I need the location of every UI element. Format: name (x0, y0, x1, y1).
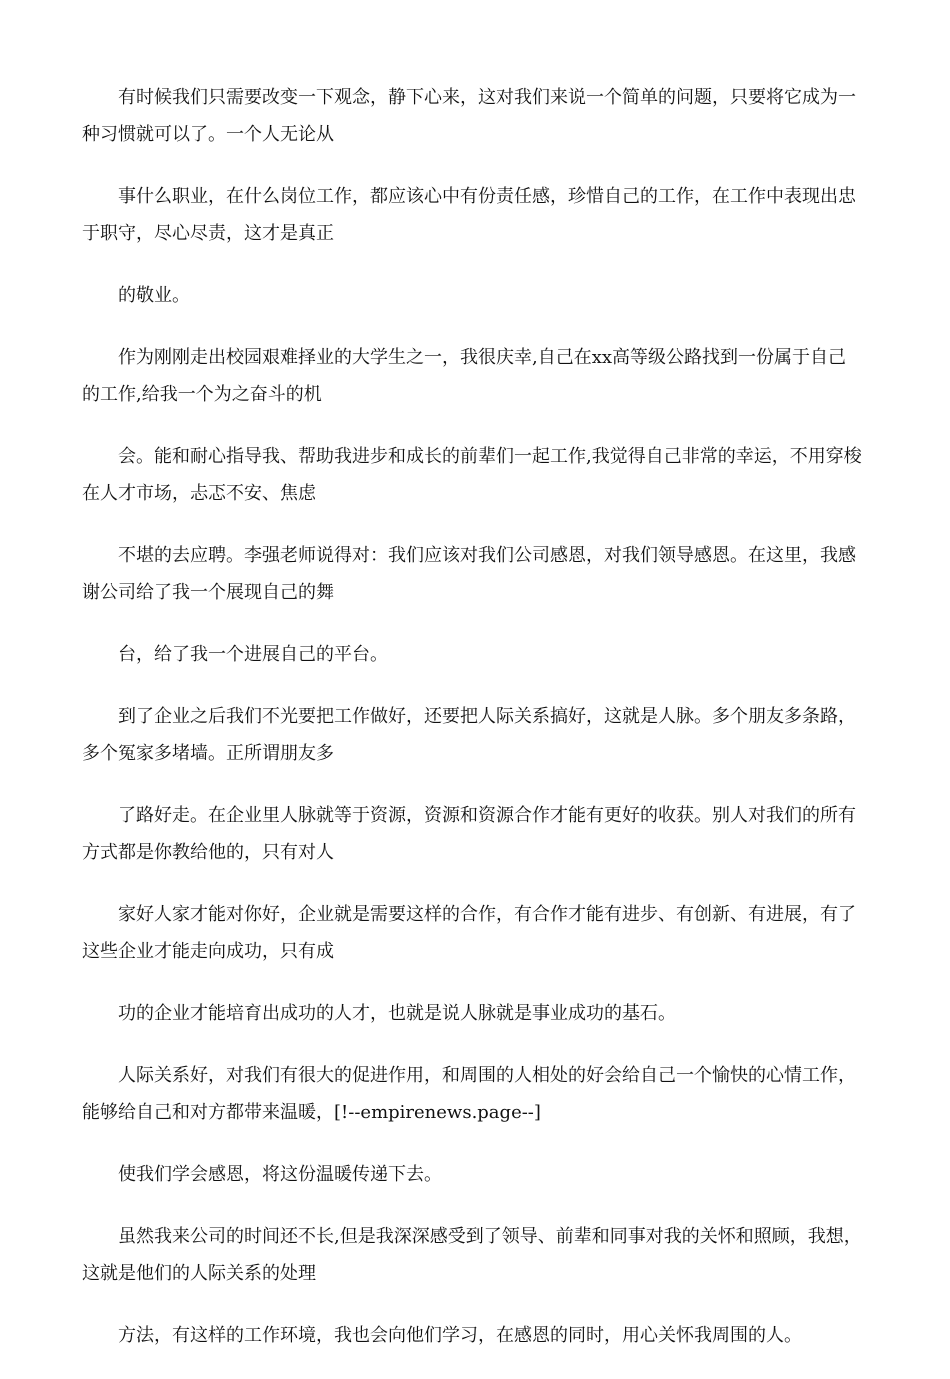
paragraph-line: 到了企业之后我们不光要把工作做好，还要把人际关系搞好，这就是人脉。多个朋友多条路， (118, 706, 856, 727)
paragraph (82, 636, 872, 673)
paragraph (82, 896, 872, 970)
paragraph (82, 79, 872, 153)
paragraph (82, 1156, 872, 1193)
paragraph-line: 多个冤家多堵墙。正所谓朋友多 (82, 743, 334, 764)
paragraph-line: 有时候我们只需要改变一下观念，静下心来，这对我们来说一个简单的问题，只要将它成为一 (118, 87, 856, 108)
paragraph-line: 的敬业。 (118, 285, 190, 306)
paragraph-line: 能够给自己和对方都带来温暖，[!--empirenews.page--] (82, 1102, 541, 1123)
paragraph (82, 537, 872, 611)
paragraph-line: 谢公司给了我一个展现自己的舞 (82, 582, 334, 603)
paragraph (82, 698, 872, 772)
paragraph-line: 的工作,给我一个为之奋斗的机 (82, 384, 322, 405)
paragraph (82, 1218, 872, 1292)
paragraph-line: 在人才市场，忐忑不安、焦虑 (82, 483, 316, 504)
paragraph-line: 虽然我来公司的时间还不长,但是我深深感受到了领导、前辈和同事对我的关怀和照顾，我想， (118, 1226, 862, 1247)
paragraph-line: 会。能和耐心指导我、帮助我进步和成长的前辈们一起工作,我觉得自己非常的幸运，不用穿梭 (118, 446, 862, 467)
paragraph-line: 种习惯就可以了。一个人无论从 (82, 124, 334, 145)
paragraph-line: 不堪的去应聘。李强老师说得对：我们应该对我们公司感恩，对我们领导感恩。在这里，我感 (118, 545, 856, 566)
paragraph-line: 台，给了我一个进展自己的平台。 (118, 644, 388, 665)
paragraph (82, 995, 872, 1032)
paragraph-line: 功的企业才能培育出成功的人才，也就是说人脉就是事业成功的基石。 (118, 1003, 676, 1024)
paragraph (82, 277, 872, 314)
paragraph (82, 1317, 872, 1354)
paragraph-line: 人际关系好，对我们有很大的促进作用，和周围的人相处的好会给自己一个愉快的心情工作， (118, 1065, 856, 1086)
paragraph-line: 于职守，尽心尽责，这才是真正 (82, 223, 334, 244)
paragraph (82, 1057, 872, 1131)
paragraph (82, 178, 872, 252)
paragraph-line: 了路好走。在企业里人脉就等于资源，资源和资源合作才能有更好的收获。别人对我们的所有 (118, 805, 856, 826)
paragraph-line: 使我们学会感恩，将这份温暖传递下去。 (118, 1164, 442, 1185)
paragraph-line: 作为刚刚走出校园艰难择业的大学生之一，我很庆幸,自己在xx高等级公路找到一份属于自己 (118, 347, 847, 368)
paragraph (82, 339, 872, 413)
paragraph-line: 这些企业才能走向成功，只有成 (82, 941, 334, 962)
paragraph-line: 方式都是你教给他的，只有对人 (82, 842, 334, 863)
paragraph-line: 事什么职业，在什么岗位工作，都应该心中有份责任感，珍惜自己的工作，在工作中表现出忠 (118, 186, 856, 207)
paragraph (82, 797, 872, 871)
paragraph-line: 方法，有这样的工作环境，我也会向他们学习，在感恩的同时，用心关怀我周围的人。 (118, 1325, 802, 1346)
document-body (82, 79, 872, 1379)
paragraph (82, 438, 872, 512)
paragraph-line: 家好人家才能对你好，企业就是需要这样的合作，有合作才能有进步、有创新、有进展，有了 (118, 904, 856, 925)
paragraph-line: 这就是他们的人际关系的处理 (82, 1263, 316, 1284)
